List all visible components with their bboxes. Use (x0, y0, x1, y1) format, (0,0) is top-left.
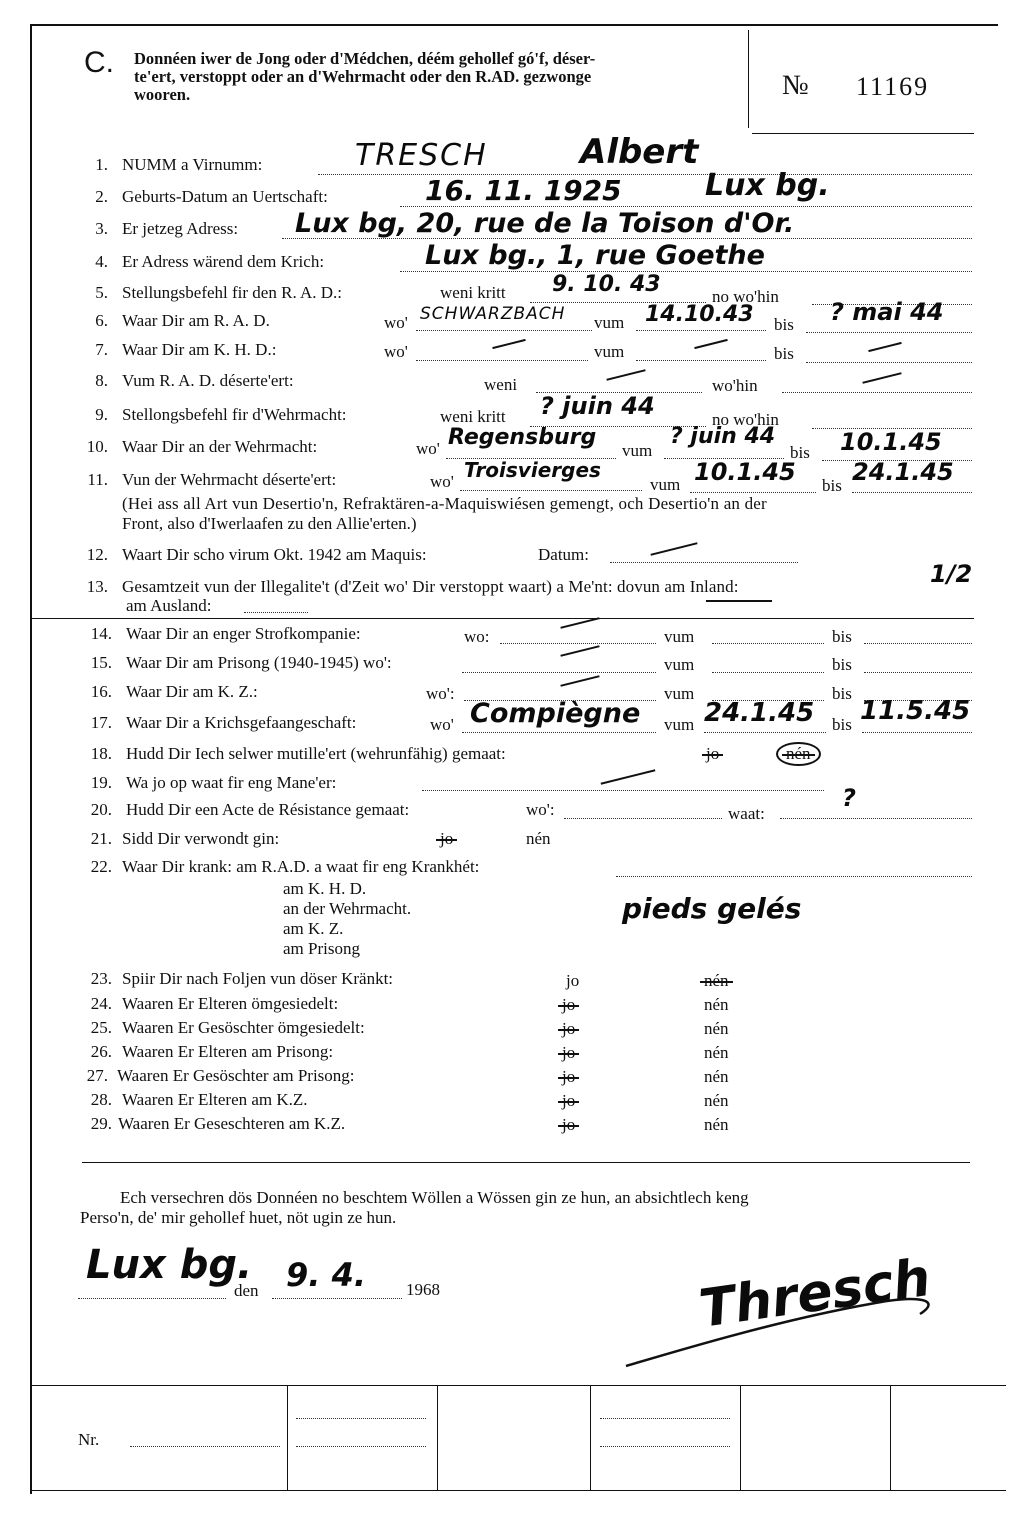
khd-vum-line (636, 360, 766, 361)
footer-nr-label: Nr. (78, 1430, 100, 1449)
date-value: 9. 4. (286, 1256, 366, 1294)
penal-company-bis-line (864, 643, 972, 644)
parents-prison-nen: nén (704, 1043, 729, 1062)
penal-company-vum-label: vum (664, 627, 695, 646)
wehrmacht-order-when-value: ? juin 44 (540, 392, 655, 420)
parents-prison-label: Waaren Er Elteren am Prisong: (122, 1042, 334, 1061)
resistance-wo-line (564, 818, 722, 819)
address-value: Lux bg, 20, rue de la Toison d'Or. (295, 208, 795, 239)
siblings-prison-jo-text: jo (562, 1067, 576, 1086)
declaration-line-1: Ech versechren dös Donnéen no beschtem Wöllen a Wössen gin ze hun, an absichtlech keng (120, 1188, 749, 1207)
self-mutilation-jo-text: jo (706, 744, 720, 763)
footer-divider-2 (437, 1386, 438, 1490)
self-mutilation-jo (706, 744, 719, 764)
row-number: 2. (95, 187, 108, 206)
row-number: 3. (95, 219, 108, 238)
row-number: 9. (95, 405, 108, 424)
kz-label: Waar Dir am K. Z.: (126, 682, 258, 701)
row-number: 10. (86, 437, 108, 456)
wehrmacht-desert-bis-value: 24.1.45 (852, 458, 954, 486)
khd-wo-label: wo' (384, 342, 408, 361)
row-number: 24. (90, 994, 112, 1013)
row-number: 12. (86, 545, 108, 564)
siblings-kz-jo (562, 1115, 575, 1135)
footer-cell-line-2 (296, 1446, 426, 1447)
resistance-wo-label: wo': (526, 800, 555, 819)
penal-company-wo-label: wo: (464, 627, 490, 646)
illness-sub-wehrmacht: an der Wehrmacht. (283, 899, 412, 918)
resistance-value: ? (842, 784, 856, 812)
row-number: 8. (95, 371, 108, 390)
siblings-resettled-jo (562, 1019, 575, 1039)
illegality-abroad-label: am Ausland: (126, 596, 212, 615)
row-number: 21. (90, 829, 112, 848)
prison-vum-line (712, 672, 824, 673)
rad-vum-line (636, 330, 766, 331)
penal-company-bis-label: bis (832, 627, 852, 646)
declaration-line-2: Perso'n, de' mir gehollef huet, nöt ugin ze hun. (80, 1208, 397, 1227)
resistance-label: Hudd Dir een Acte de Résistance gemaat: (126, 800, 410, 819)
siblings-resettled-jo-text: jo (562, 1019, 576, 1038)
penal-company-wo-line (500, 643, 656, 644)
signature-stroke (626, 1299, 929, 1366)
illegality-label: Gesamtzeit vun der Illegalite't (d'Zeit wo' Dir verstoppt waart) a Me'nt: dovun am Inland: (122, 577, 739, 596)
rad-order-when-label: weni kritt (440, 283, 506, 302)
birth-label: Geburts-Datum an Uertschaft: (122, 187, 328, 206)
name-line (318, 174, 972, 175)
desertion-note-line-2: Front, also d'Iwerlaafen zu den Allie'erten.) (122, 514, 417, 533)
illegality-inland-value: 1/2 (930, 560, 973, 588)
siblings-prison-label: Waaren Er Gesöschter am Prisong: (117, 1066, 355, 1085)
row-number: 1. (95, 155, 108, 174)
parents-resettled-jo (562, 995, 575, 1015)
signature: Thresch (695, 1247, 935, 1340)
row-number: 19. (90, 773, 112, 792)
siblings-resettled-nen: nén (704, 1019, 729, 1038)
captivity-wo-value: Compiègne (470, 698, 641, 729)
wounded-label: Sidd Dir verwondt gin: (122, 829, 280, 848)
parents-prison-jo-text: jo (562, 1043, 576, 1062)
siblings-prison-jo (562, 1067, 575, 1087)
siblings-kz-nen: nén (704, 1115, 729, 1134)
prison-vum-label: vum (664, 655, 695, 674)
parents-resettled-nen: nén (704, 995, 729, 1014)
footer-divider-4 (740, 1386, 741, 1490)
wehrmacht-vum-value: ? juin 44 (670, 424, 776, 449)
maquis-label: Waart Dir scho virum Okt. 1942 am Maquis: (122, 545, 427, 564)
khd-bis-label: bis (774, 344, 794, 363)
rad-wo-value: SCHWARZBACH (420, 304, 566, 324)
rad-desert-weni-label: weni (484, 375, 518, 394)
parents-kz-jo-text: jo (562, 1091, 576, 1110)
captivity-vum-line (704, 732, 826, 733)
kz-bis-label: bis (832, 684, 852, 703)
manner-line (422, 790, 824, 791)
row-number: 6. (95, 311, 108, 330)
wehrmacht-wo-label: wo' (416, 439, 440, 458)
prison-bis-label: bis (832, 655, 852, 674)
date-line (272, 1298, 402, 1299)
illness-sub-prison: am Prisong (283, 939, 360, 958)
captivity-vum-value: 24.1.45 (704, 698, 815, 728)
form-number: 11169 (856, 72, 930, 101)
penal-company-vum-line (712, 643, 824, 644)
wehrmacht-desert-vum-value: 10.1.45 (694, 458, 796, 486)
footer-bottom-rule (30, 1490, 1006, 1491)
header-rule (752, 133, 974, 134)
illness-value: pieds gelés (622, 892, 802, 925)
wehrmacht-desert-wo-line (460, 490, 642, 491)
row-number: 29. (90, 1114, 112, 1133)
war-address-label: Er Adress wärend dem Krich: (122, 252, 325, 271)
section-rule (30, 618, 974, 619)
row-number: 27. (86, 1066, 108, 1085)
birth-place-value: Lux bg. (705, 168, 830, 203)
khd-wo-line (416, 360, 588, 361)
self-mutilation-nen-text: nén (786, 744, 811, 763)
prison-wo-line (462, 672, 656, 673)
name-label: NUMM a Virnumm: (122, 155, 263, 174)
rad-order-when-value: 9. 10. 43 (552, 272, 661, 297)
captivity-bis-label: bis (832, 715, 852, 734)
illness-sub-kz: am K. Z. (283, 919, 344, 938)
rad-vum-label: vum (594, 313, 625, 332)
maquis-date-line (610, 562, 798, 563)
footer-cell-line-1 (296, 1418, 426, 1419)
wehrmacht-desert-vum-label: vum (650, 475, 681, 494)
birth-date-value: 16. 11. 1925 (425, 174, 622, 207)
date-year: 1968 (406, 1280, 440, 1299)
maquis-date-label: Datum: (538, 545, 589, 564)
wehrmacht-vum-label: vum (622, 441, 653, 460)
row-number: 17. (90, 713, 112, 732)
row-number: 14. (90, 624, 112, 643)
siblings-kz-label: Waaren Er Geseschteren am K.Z. (118, 1114, 346, 1133)
illegality-abroad-line (244, 612, 308, 613)
row-number: 22. (90, 857, 112, 876)
penal-company-label: Waar Dir an enger Strofkompanie: (126, 624, 361, 643)
captivity-bis-line (862, 732, 972, 733)
war-address-value: Lux bg., 1, rue Goethe (425, 240, 765, 271)
parents-resettled-jo-text: jo (562, 995, 576, 1014)
row-number: 28. (90, 1090, 112, 1109)
ment-underline (706, 600, 772, 602)
self-mutilation-label: Hudd Dir Iech selwer mutille'ert (wehrunfähig) gemaat: (126, 744, 506, 763)
row-number: 25. (90, 1018, 112, 1037)
khd-label: Waar Dir am K. H. D.: (122, 340, 277, 359)
wounded-jo-text: jo (440, 829, 454, 848)
wehrmacht-order-label: Stellongsbefehl fir d'Wehrmacht: (122, 405, 347, 424)
wehrmacht-bis-value: 10.1.45 (840, 428, 942, 456)
siblings-prison-nen: nén (704, 1067, 729, 1086)
rad-desert-where-line (782, 392, 972, 393)
parents-prison-jo (562, 1043, 575, 1063)
rad-bis-label: bis (774, 315, 794, 334)
illness-sub-khd: am K. H. D. (283, 879, 367, 898)
parents-kz-jo (562, 1091, 575, 1111)
parents-resettled-label: Waaren Er Elteren ömgesiedelt: (122, 994, 339, 1013)
resistance-waat-line (780, 818, 972, 819)
captivity-vum-label: vum (664, 715, 695, 734)
firstname-value: Albert (580, 132, 699, 172)
row-number: 15. (90, 653, 112, 672)
wounded-nen: nén (526, 829, 551, 848)
captivity-bis-value: 11.5.45 (860, 696, 971, 726)
footer-divider-3 (590, 1386, 591, 1490)
header-title-line-1: Donnéen iwer de Jong oder d'Médchen, déém gehollef gó'f, déser- (134, 49, 596, 68)
rad-wo-line (416, 330, 592, 331)
header-title-line-3: wooren. (134, 85, 191, 104)
row-number: 16. (90, 682, 112, 701)
resistance-waat-label: waat: (728, 804, 765, 823)
row-number: 4. (95, 252, 108, 271)
rad-desert-label: Vum R. A. D. déserte'ert: (122, 371, 294, 390)
wehrmacht-order-where-label: no wo'hin (712, 410, 779, 429)
wehrmacht-desert-wo-value: Troisvierges (464, 458, 601, 482)
wehrmacht-desert-bis-line (852, 492, 972, 493)
illness-label: Waar Dir krank: am R.A.D. a waat fir eng Krankhét: (122, 857, 480, 876)
wehrmacht-order-when-label: weni kritt (440, 407, 506, 426)
section-letter: C. (84, 46, 114, 79)
rad-vum-value: 14.10.43 (645, 302, 754, 327)
rad-bis-line (806, 332, 972, 333)
desertion-note-line-1: (Hei ass all Art vun Desertio'n, Refraktären-a-Maquiswiésen gemengt, och Desertio'n an der (122, 494, 767, 513)
row-number: 5. (95, 283, 108, 302)
footer-divider-1 (287, 1386, 288, 1490)
wehrmacht-desert-label: Vun der Wehrmacht déserte'ert: (122, 470, 337, 489)
row-number: 13. (86, 577, 108, 596)
khd-vum-label: vum (594, 342, 625, 361)
siblings-kz-jo-text: jo (562, 1115, 576, 1134)
illness-effects-nen-text: nén (704, 971, 729, 990)
captivity-wo-line (462, 732, 656, 733)
khd-bis-line (806, 362, 972, 363)
row-number: 11. (87, 470, 108, 489)
row-number: 26. (90, 1042, 112, 1061)
illness-effects-nen (704, 971, 729, 991)
place-value: Lux bg. (86, 1242, 253, 1288)
kz-wo-label: wo': (426, 684, 455, 703)
footer-nr-line (130, 1446, 280, 1447)
rad-bis-value: ? mai 44 (830, 298, 944, 326)
header-title-line-2: te'ert, verstoppt oder an d'Wehrmacht oder den R.AD. gezwonge (134, 67, 592, 86)
war-address-line (400, 271, 972, 272)
footer-divider-5 (890, 1386, 891, 1490)
surname-value: TRESCH (355, 138, 488, 173)
rad-order-where-label: no wo'hin (712, 287, 779, 306)
self-mutilation-nen (776, 742, 821, 766)
rad-wo-label: wo' (384, 313, 408, 332)
row-number: 7. (95, 340, 108, 359)
section-rule (82, 1162, 970, 1163)
rad-label: Waar Dir am R. A. D. (122, 311, 270, 330)
wehrmacht-desert-wo-label: wo' (430, 472, 454, 491)
illness-effects-label: Spiir Dir nach Foljen vun döser Kränkt: (122, 969, 394, 988)
wehrmacht-wo-value: Regensburg (448, 425, 597, 450)
kz-vum-label: vum (664, 684, 695, 703)
wounded-jo (440, 829, 453, 849)
rad-desert-where-label: wo'hin (712, 376, 758, 395)
captivity-wo-label: wo' (430, 715, 454, 734)
illness-line (616, 876, 972, 877)
date-den-label: den (234, 1281, 259, 1300)
manner-label: Wa jo op waat fir eng Mane'er: (126, 773, 337, 792)
prison-label: Waar Dir am Prisong (1940-1945) wo': (126, 653, 392, 672)
footer-cell-line-3 (600, 1418, 730, 1419)
header-title (134, 50, 595, 104)
parents-kz-nen: nén (704, 1091, 729, 1110)
signature-flourish (620, 1270, 950, 1380)
captivity-label: Waar Dir a Krichsgefaangeschaft: (126, 713, 357, 732)
row-number: 23. (90, 969, 112, 988)
footer-cell-line-4 (600, 1446, 730, 1447)
place-line (78, 1298, 226, 1299)
wehrmacht-bis-label: bis (790, 443, 810, 462)
address-label: Er jetzeg Adress: (122, 219, 239, 238)
parents-kz-label: Waaren Er Elteren am K.Z. (122, 1090, 308, 1109)
prison-bis-line (864, 672, 972, 673)
number-sign: № (782, 70, 809, 101)
illness-effects-jo: jo (566, 971, 580, 990)
row-number: 18. (90, 744, 112, 763)
wehrmacht-desert-vum-line (690, 492, 816, 493)
header-divider (748, 30, 749, 128)
row-number: 20. (90, 800, 112, 819)
siblings-resettled-label: Waaren Er Gesöschter ömgesiedelt: (122, 1018, 365, 1037)
rad-order-label: Stellungsbefehl fir den R. A. D.: (122, 283, 343, 302)
footer-top-rule (30, 1385, 1006, 1386)
wehrmacht-desert-bis-label: bis (822, 476, 842, 495)
wehrmacht-label: Waar Dir an der Wehrmacht: (122, 437, 318, 456)
